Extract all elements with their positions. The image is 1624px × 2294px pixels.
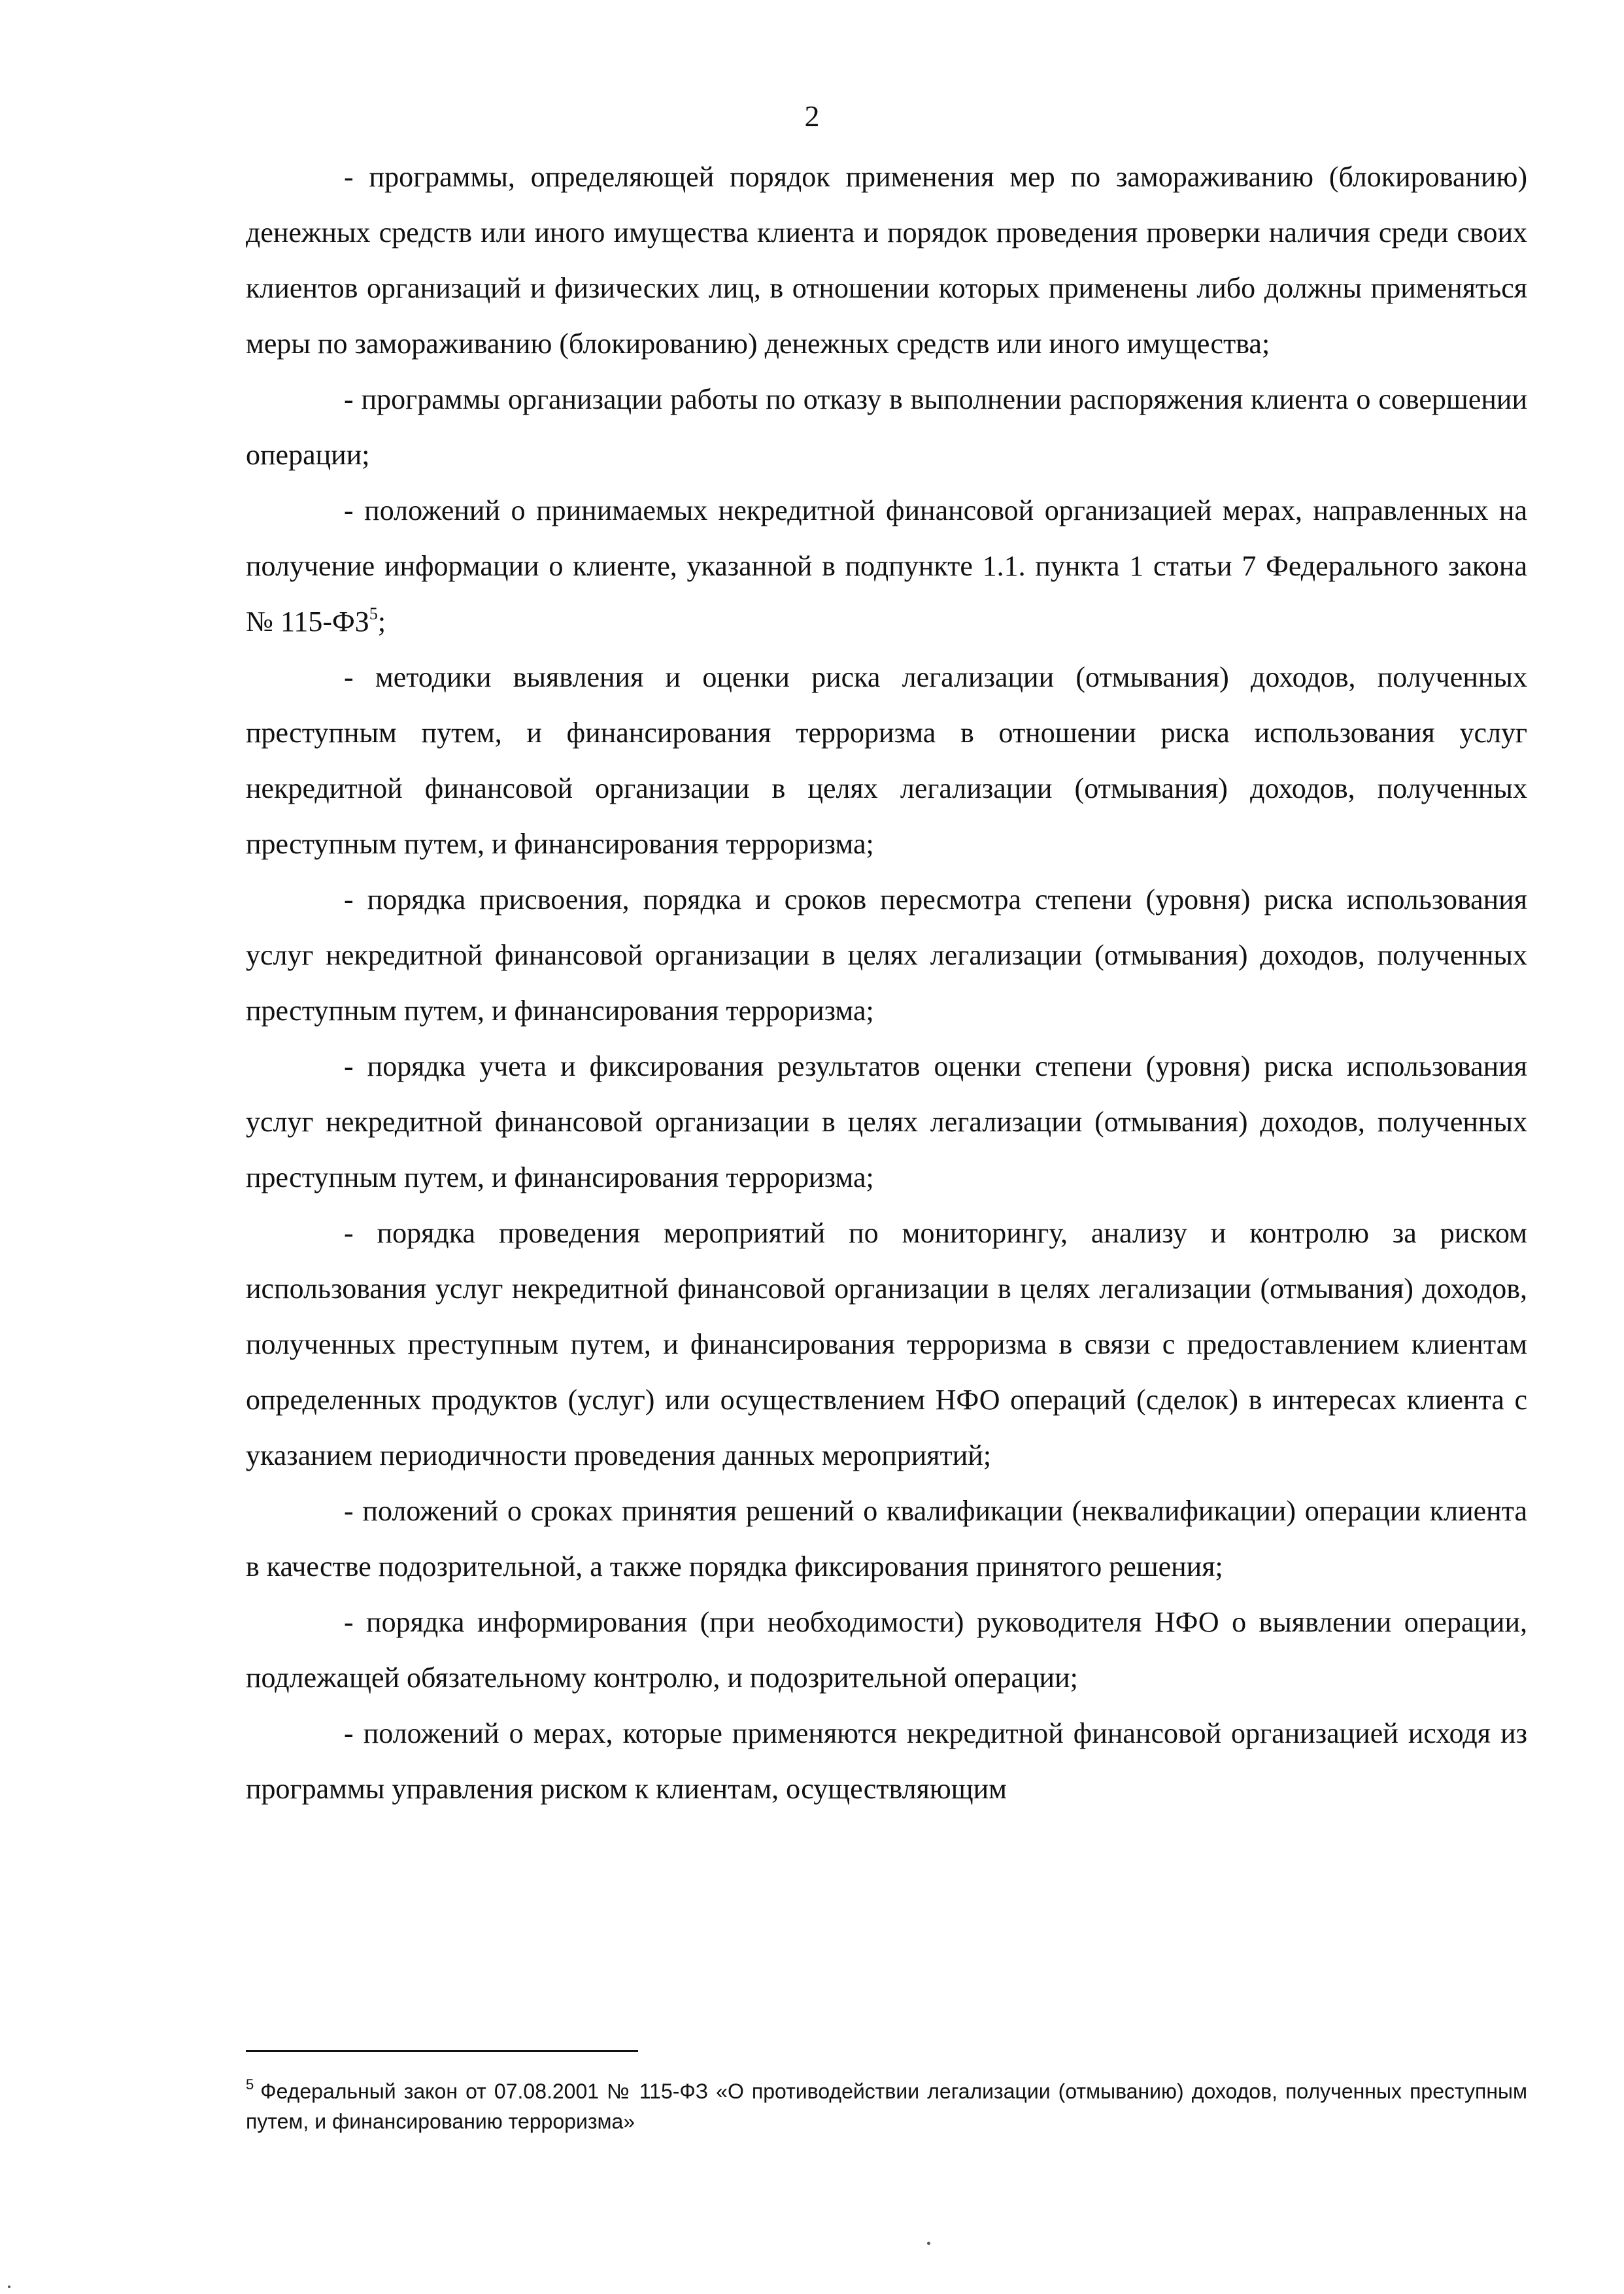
- document-body: [246, 149, 1527, 1817]
- paragraph-text: - положений о мерах, которые применяются некредитной финансовой организацией исходя из программы управления риском к клиентам, осуществляющим: [246, 1717, 1527, 1805]
- paragraph-tail: ;: [377, 606, 386, 638]
- scan-speck: [8, 2285, 10, 2288]
- paragraph-freezing-program: [246, 149, 1527, 371]
- paragraph-text: - порядка информирования (при необходимости) руководителя НФО о выявлении операции, подлежащей обязательному контролю, и подозрительной операции;: [246, 1606, 1527, 1694]
- paragraph-risk-assignment: [246, 872, 1527, 1038]
- paragraph-informing-head: [246, 1594, 1527, 1705]
- paragraph-text: - порядка учета и фиксирования результатов оценки степени (уровня) риска использования услуг некредитной финансовой организации в целях легализации (отмывания) доходов, полученных преступным путем, и финансирования терроризма;: [246, 1050, 1527, 1193]
- paragraph-risk-methodology: [246, 649, 1527, 872]
- footnote-separator: [246, 2050, 638, 2052]
- paragraph-risk-measures: [246, 1705, 1527, 1817]
- paragraph-text: - положений о принимаемых некредитной финансовой организацией мерах, направленных на получение информации о клиенте, указанной в подпункте 1.1. пункта 1 статьи 7 Федерального закона № 115-ФЗ: [246, 494, 1527, 638]
- paragraph-decision-terms: [246, 1483, 1527, 1594]
- paragraph-risk-monitoring: [246, 1205, 1527, 1483]
- paragraph-risk-recording: [246, 1038, 1527, 1205]
- footnote-reference: 5: [369, 604, 378, 623]
- footnote-mark: 5: [246, 2076, 254, 2093]
- scan-speck: [927, 2242, 930, 2245]
- paragraph-text: - положений о сроках принятия решений о квалификации (неквалификации) операции клиента в качестве подозрительной, а также порядка фиксирования принятого решения;: [246, 1495, 1527, 1583]
- paragraph-text: - программы, определяющей порядок применения мер по замораживанию (блокированию) денежных средств или иного имущества клиента и порядок проведения проверки наличия среди своих клиентов организаций и физических лиц, в отношении которых применены либо должны применяться меры по замораживанию (блокированию) денежных средств или иного имущества;: [246, 161, 1527, 360]
- paragraph-client-info-measures: [246, 483, 1527, 649]
- paragraph-refusal-program: [246, 371, 1527, 483]
- page-number: 2: [804, 99, 820, 133]
- paragraph-text: - порядка присвоения, порядка и сроков пересмотра степени (уровня) риска использования услуг некредитной финансовой организации в целях легализации (отмывания) доходов, полученных преступным путем, и финансирования терроризма;: [246, 883, 1527, 1027]
- footnote-text: Федеральный закон от 07.08.2001 № 115-ФЗ «О противодействии легализации (отмыванию) доходов, полученных преступным путем, и финансированию терроризма»: [246, 2080, 1527, 2133]
- footnote: [246, 2076, 1527, 2136]
- paragraph-text: - порядка проведения мероприятий по мониторингу, анализу и контролю за риском использования услуг некредитной финансовой организации в целях легализации (отмывания) доходов, полученных преступным путем, и финансирования терроризма в связи с предоставлением клиентам определенных продуктов (услуг) или осуществлением НФО операций (сделок) в интересах клиента с указанием периодичности проведения данных мероприятий;: [246, 1217, 1527, 1471]
- paragraph-text: - программы организации работы по отказу в выполнении распоряжения клиента о совершении операции;: [246, 383, 1527, 471]
- paragraph-text: - методики выявления и оценки риска легализации (отмывания) доходов, полученных преступным путем, и финансирования терроризма в отношении риска использования услуг некредитной финансовой организации в целях легализации (отмывания) доходов, полученных преступным путем, и финансирования терроризма;: [246, 661, 1527, 860]
